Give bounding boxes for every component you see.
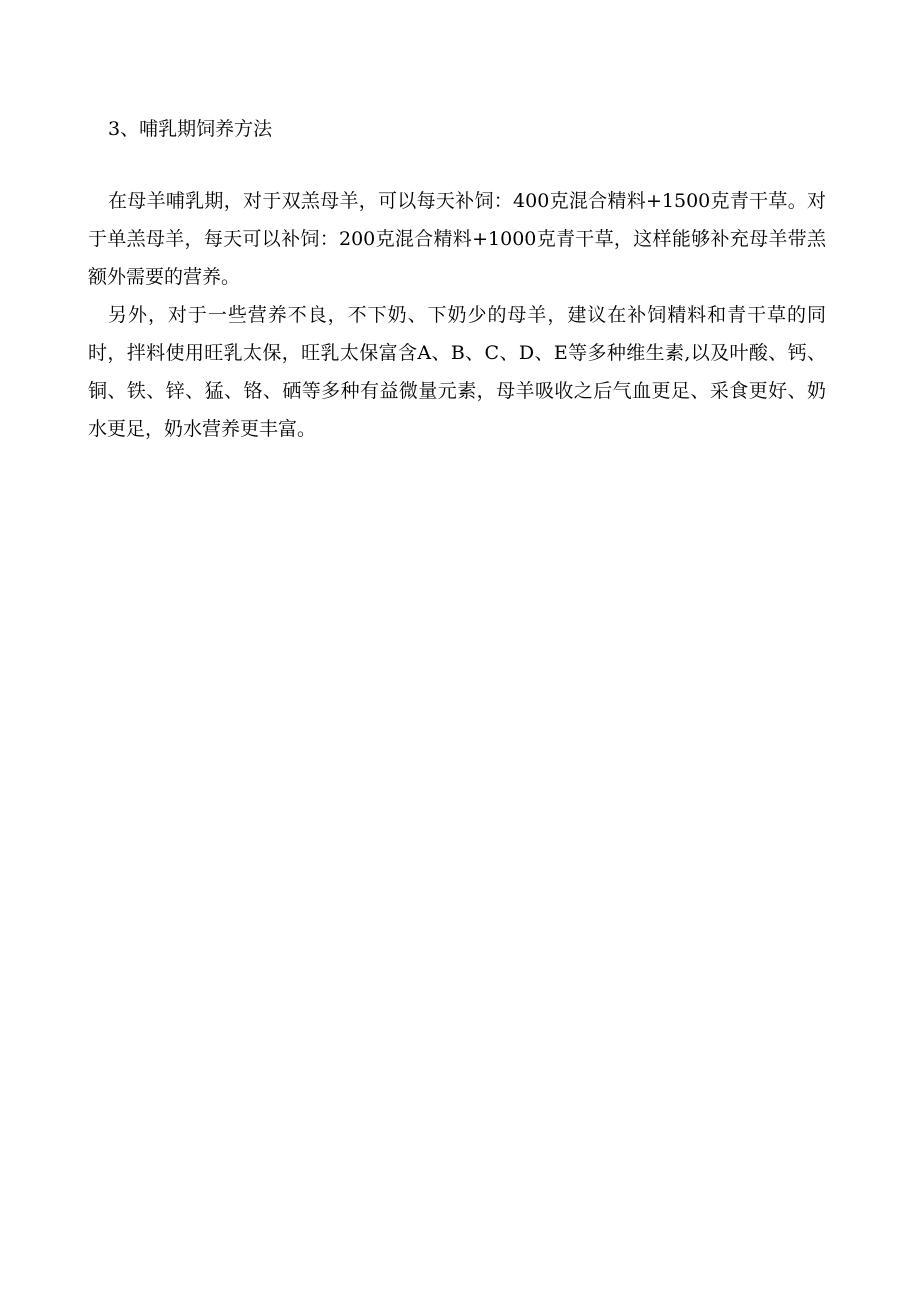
document-body — [88, 112, 826, 448]
paragraph-supplement-advice: 另外，对于一些营养不良，不下奶、下奶少的母羊，建议在补饲精料和青干草的同时，拌料使用旺乳太保，旺乳太保富含A、B、C、D、E等多种维生素,以及叶酸、钙、铜、铁、锌、猛、铬、硒等多种有益微量元素，母羊吸收之后气血更足、采食更好、奶水更足，奶水营养更丰富。 — [88, 304, 826, 440]
section-heading: 3、哺乳期饲养方法 — [108, 118, 273, 140]
paragraph-feeding-amounts: 在母羊哺乳期，对于双羔母羊，可以每天补饲：400克混合精料+1500克青干草。对于单羔母羊，每天可以补饲：200克混合精料+1000克青干草，这样能够补充母羊带羔额外需要的营养。 — [88, 190, 826, 288]
